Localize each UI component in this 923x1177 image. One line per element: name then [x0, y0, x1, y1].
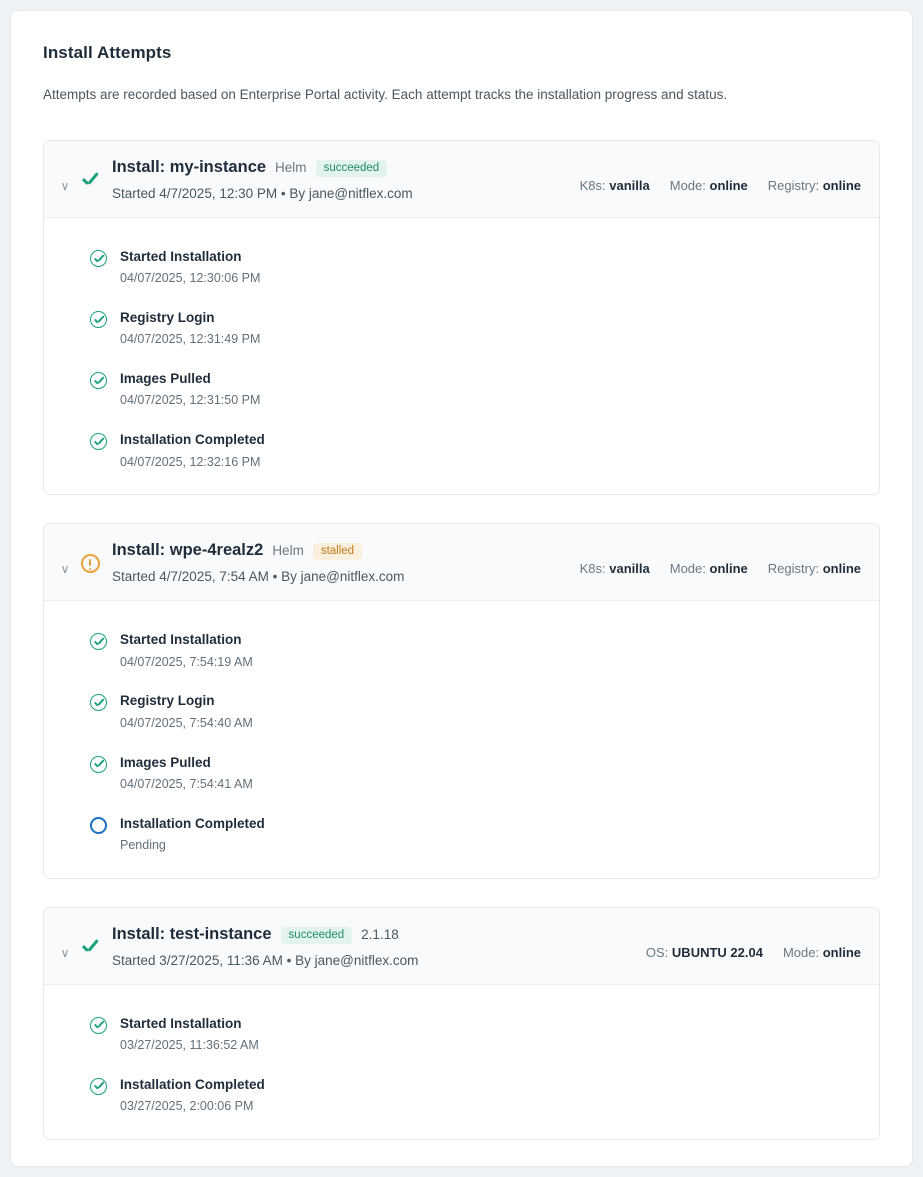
- check-icon: [74, 925, 106, 963]
- step-label: Registry Login: [120, 310, 215, 326]
- circle-check-icon: [90, 250, 108, 268]
- step-label: Images Pulled: [120, 371, 211, 387]
- step-timestamp: 04/07/2025, 12:31:50 PM: [120, 393, 261, 408]
- circle-check-icon: [90, 250, 107, 267]
- attempt-meta: [580, 541, 861, 576]
- circle-pending-icon: [90, 817, 108, 835]
- step-item: [62, 1076, 861, 1115]
- step-body: [120, 1015, 259, 1054]
- step-body: [120, 248, 260, 287]
- meta-label: Registry:: [767, 561, 820, 577]
- circle-check-icon: [90, 756, 107, 773]
- step-body: [120, 754, 253, 793]
- check-icon: [80, 938, 100, 958]
- step-body: [120, 370, 260, 409]
- attempt-title-row: [112, 158, 580, 178]
- meta-label: K8s:: [579, 178, 606, 193]
- step-label: Installation Completed: [120, 1076, 265, 1092]
- circle-check-icon: [90, 1017, 108, 1035]
- step-timestamp: Pending: [120, 837, 166, 852]
- circle-check-icon: [90, 311, 107, 328]
- circle-check-icon: [90, 694, 107, 711]
- step-timestamp: 04/07/2025, 12:31:49 PM: [120, 332, 261, 347]
- attempt-subline: Started 3/27/2025, 11:36 AM • By jane@nitflex.com: [112, 952, 419, 968]
- attempt-header-main: [106, 925, 646, 968]
- attempt-title: Install: my-instance: [112, 158, 267, 176]
- meta-value: online: [709, 561, 748, 577]
- step-body: [120, 692, 253, 731]
- meta-label: Registry:: [767, 178, 820, 193]
- meta-value: vanilla: [609, 178, 650, 193]
- attempt-header[interactable]: [44, 908, 879, 985]
- circle-check-icon: [90, 372, 108, 390]
- step-label: Started Installation: [120, 1015, 242, 1031]
- meta-item: [670, 178, 748, 193]
- meta-value: vanilla: [609, 561, 650, 577]
- circle-check-icon: [90, 1078, 108, 1096]
- meta-item: [646, 945, 763, 960]
- step-timestamp: 04/07/2025, 7:54:41 AM: [120, 776, 253, 791]
- circle-check-icon: [90, 311, 108, 329]
- attempts-list: [31, 140, 892, 1140]
- circle-check-icon: [90, 694, 108, 712]
- attempt-steps: [44, 985, 879, 1139]
- meta-value: online: [822, 944, 861, 960]
- attempt-title: Install: test-instance: [112, 924, 272, 943]
- meta-label: K8s:: [579, 561, 606, 577]
- warning-icon: [74, 541, 106, 578]
- attempt-title: Install: wpe-4realz2: [112, 541, 264, 560]
- step-item: [62, 631, 861, 670]
- step-item: [62, 815, 861, 854]
- circle-check-icon: [90, 372, 107, 389]
- step-item: [62, 248, 861, 287]
- attempt-header[interactable]: [44, 524, 879, 601]
- meta-value: online: [822, 561, 861, 577]
- circle-pending-icon: [90, 817, 107, 834]
- step-body: [120, 631, 253, 670]
- step-item: [62, 754, 861, 793]
- step-body: [120, 815, 265, 854]
- attempt-meta: [646, 925, 861, 960]
- attempt-title-row: [112, 925, 646, 945]
- meta-item: [670, 561, 748, 576]
- step-item: [62, 431, 861, 470]
- attempt-header-main: [106, 158, 580, 201]
- status-badge: stalled: [313, 543, 362, 560]
- step-label: Installation Completed: [120, 432, 265, 448]
- circle-check-icon: [90, 633, 107, 650]
- meta-item: [580, 178, 650, 193]
- meta-value: UBUNTU 22.04: [671, 944, 763, 960]
- status-badge: succeeded: [316, 160, 388, 177]
- attempt-header[interactable]: [44, 141, 879, 218]
- attempt-subline: Started 4/7/2025, 12:30 PM • By jane@nitflex.com: [112, 186, 413, 201]
- step-timestamp: 03/27/2025, 2:00:06 PM: [120, 1099, 254, 1114]
- install-attempts-card: [10, 10, 913, 1167]
- step-timestamp: 04/07/2025, 7:54:40 AM: [120, 715, 253, 730]
- step-label: Images Pulled: [120, 754, 211, 770]
- meta-value: online: [822, 178, 861, 193]
- attempt-steps: [44, 218, 879, 494]
- meta-label: Mode:: [669, 178, 706, 193]
- step-timestamp: 04/07/2025, 12:32:16 PM: [120, 454, 261, 469]
- install-attempt-card: [43, 140, 880, 495]
- step-timestamp: 04/07/2025, 12:30:06 PM: [120, 271, 261, 286]
- check-icon: [80, 171, 100, 191]
- meta-label: OS:: [645, 944, 669, 960]
- meta-item: [768, 561, 861, 576]
- chevron-down-icon[interactable]: ∨: [60, 179, 70, 193]
- attempt-meta: [580, 158, 861, 193]
- attempt-engine-label: Helm: [275, 160, 307, 175]
- page-title: Install Attempts: [43, 43, 172, 62]
- check-icon: [74, 158, 106, 196]
- attempt-engine-label: Helm: [272, 543, 304, 559]
- install-attempt-card: [43, 523, 880, 878]
- circle-check-icon: [90, 433, 107, 450]
- circle-check-icon: [90, 633, 108, 651]
- attempt-title-row: [112, 541, 580, 561]
- circle-check-icon: [90, 1078, 107, 1095]
- step-item: [62, 370, 861, 409]
- meta-item: [783, 945, 861, 960]
- meta-label: Mode:: [669, 561, 706, 577]
- circle-check-icon: [90, 756, 108, 774]
- circle-check-icon: [90, 433, 108, 451]
- step-item: [62, 692, 861, 731]
- version-label: 2.1.18: [361, 926, 399, 942]
- step-label: Started Installation: [120, 249, 242, 264]
- step-timestamp: 04/07/2025, 7:54:19 AM: [120, 654, 253, 669]
- meta-value: online: [709, 178, 748, 193]
- step-body: [120, 1076, 265, 1115]
- meta-label: Mode:: [782, 944, 820, 960]
- step-label: Registry Login: [120, 693, 215, 709]
- meta-item: [580, 561, 650, 576]
- attempt-header-main: [106, 541, 580, 584]
- install-attempt-card: [43, 907, 880, 1140]
- step-item: [62, 309, 861, 348]
- status-badge: succeeded: [281, 927, 353, 944]
- circle-check-icon: [90, 1017, 107, 1034]
- chevron-down-icon[interactable]: ∨: [60, 945, 70, 960]
- page-description: Attempts are recorded based on Enterprise Portal activity. Each attempt tracks the installation progress and status.: [43, 87, 728, 102]
- step-item: [62, 1015, 861, 1054]
- attempt-steps: [44, 601, 879, 877]
- step-label: Installation Completed: [120, 815, 265, 831]
- meta-item: [768, 178, 861, 193]
- step-body: [120, 309, 260, 348]
- chevron-down-icon[interactable]: ∨: [60, 562, 70, 577]
- step-timestamp: 03/27/2025, 11:36:52 AM: [120, 1037, 259, 1052]
- attempt-subline: Started 4/7/2025, 7:54 AM • By jane@nitflex.com: [112, 569, 405, 585]
- step-body: [120, 431, 265, 470]
- step-label: Started Installation: [120, 632, 242, 648]
- warning-icon: [81, 554, 100, 573]
